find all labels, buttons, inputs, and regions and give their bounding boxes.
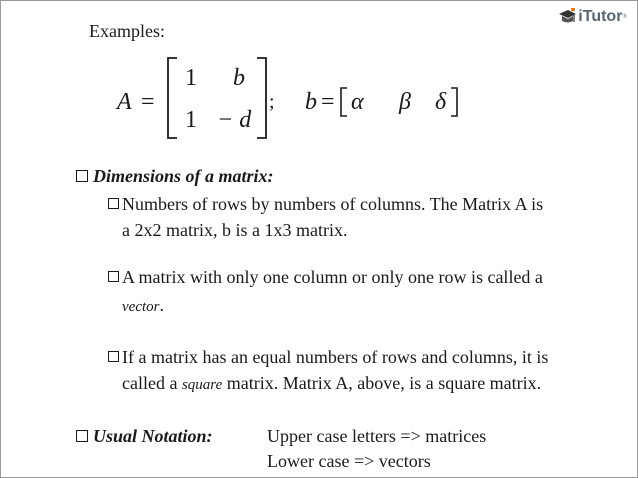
- vector-entry-beta: β: [399, 89, 411, 115]
- equals-sign-2: =: [321, 89, 335, 115]
- dimensions-text-line2: a 2x2 matrix, b is a 1x3 matrix.: [122, 220, 348, 240]
- vector-b-symbol: b: [305, 89, 317, 115]
- square-term: square: [181, 377, 223, 393]
- equals-sign-1: =: [141, 89, 155, 115]
- square-definition-line2: [122, 373, 541, 394]
- matrix-entry-r2c1: 1: [185, 107, 197, 133]
- vector-entry-delta: δ: [435, 89, 447, 115]
- bullet-box: [76, 170, 88, 182]
- square-text-post: matrix. Matrix A, above, is a square matrix.: [222, 373, 542, 393]
- logo-text: iTutor: [578, 8, 623, 25]
- sub-bullet-box: [108, 198, 119, 209]
- logo-registered-mark: ®: [622, 14, 627, 20]
- bullet-box: [76, 430, 88, 442]
- graduation-cap-icon: [557, 7, 577, 27]
- slide-heading: Examples:: [89, 21, 165, 41]
- square-definition-line1: If a matrix has an equal numbers of rows and columns, it is: [122, 347, 549, 367]
- matrix-entry-r1c2: b: [233, 65, 245, 91]
- vector-definition-line1: A matrix with only one column or only one row is called a: [122, 267, 543, 287]
- square-text-pre: called a: [122, 373, 182, 393]
- vector-definition-line2: [122, 295, 164, 316]
- notation-line-vectors: Lower case => vectors: [267, 451, 431, 471]
- itutor-logo: [557, 7, 627, 27]
- matrix-entry-r2c2: − d: [217, 107, 252, 133]
- vector-entry-alpha: α: [351, 89, 364, 115]
- vector-term: vector: [122, 299, 160, 315]
- matrix-A-symbol: A: [117, 89, 132, 115]
- matrix-entry-r1c1: 1: [185, 65, 197, 91]
- sub-bullet-box: [108, 351, 119, 362]
- semicolon: ;: [269, 91, 275, 113]
- vector-period: .: [159, 295, 164, 315]
- notation-line-matrices: Upper case letters => matrices: [267, 426, 487, 446]
- dimensions-heading: Dimensions of a matrix:: [93, 166, 274, 186]
- usual-notation-heading: Usual Notation:: [93, 426, 213, 446]
- dimensions-text-line1: Numbers of rows by numbers of columns. The Matrix A is: [122, 194, 544, 214]
- sub-bullet-box: [108, 271, 119, 282]
